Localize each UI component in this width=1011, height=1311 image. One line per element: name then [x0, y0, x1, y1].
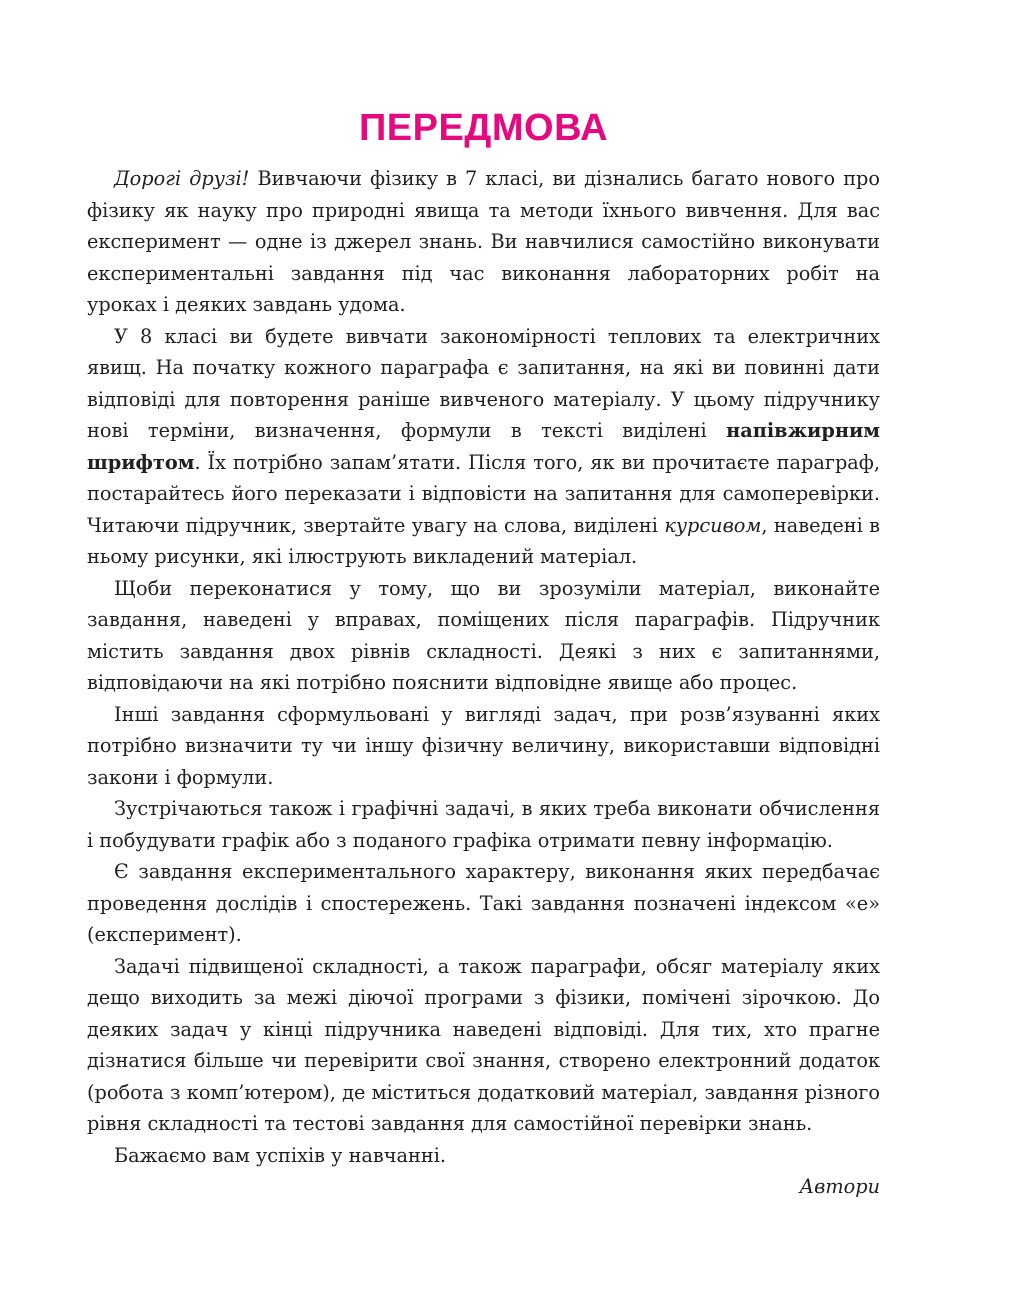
paragraph-wishes: Бажаємо вам успіхів у навчанні. — [114, 1143, 447, 1167]
paragraph-text: . Їх потрібно запам’ятати. Після того, як ви прочитаєте параграф, постарайтесь його переказати і відповісти на запитання для самоперевірки. Читаючи підручник, звертайте увагу на слова, виділені — [87, 450, 880, 537]
paragraph-problems: Інші завдання сформульовані у вигляді задач, при розв’язуванні яких потрібно визначити ту чи іншу фізичну величину, використавши відповідні закони і формули. — [87, 702, 880, 789]
paragraph-exercises: Щоби переконатися у тому, що ви зрозуміли матеріал, виконайте завдання, наведені у вправах, поміщених після параграфів. Підручник містить завдання двох рівнів складності. Деякі з них є запитаннями, відповідаючи на які потрібно пояснити відповідне явище або процес. — [87, 576, 880, 694]
page-title: ПЕРЕДМОВА — [358, 107, 609, 149]
signature: Автори — [799, 1175, 880, 1198]
preface-page — [87, 100, 880, 1203]
paragraph-graph-tasks: Зустрічаються також і графічні задачі, в яких треба виконати обчислення і побудувати графік або з поданого графіка отримати певну інформацію. — [87, 797, 880, 852]
paragraph-experiment-tasks: Є завдання експериментального характеру, виконання яких передбачає проведення дослідів і спостережень. Такі завдання позначені індексом «е» (експеримент). — [87, 860, 880, 946]
paragraph-text: Вивчаючи фізику в 7 класі, ви дізнались багато нового про фізику як науку про природні явища та методи їхнього вивчення. Для вас експеримент — одне із джерел знань. Ви навчилися самостійно виконувати експериментальні завдання під час виконання лабораторних робіт на уроках і деяких завдань удома. — [87, 167, 880, 316]
paragraph-text: У 8 класі ви будете вивчати закономірності теплових та електричних явищ. На початку кожного параграфа є запитання, на які ви повинні дати відповіді для повторення раніше вивченого матеріалу. У цьому підручнику нові терміни, визначення, формули в тексті виділені — [87, 324, 880, 442]
bold-term: напівжирним шрифтом — [87, 419, 880, 474]
paragraph-advanced-tasks: Задачі підвищеної складності, а також параграфи, обсяг матеріалу яких дещо виходить за межі діючої програми з фізики, помічені зірочкою. До деяких задач у кінці підручника наведені відповіді. Для тих, хто прагне дізнатися більше чи перевірити свої знання, створено електронний додаток (робота з комп’ютером), де міститься додатковий матеріал, завдання різного рівня складності та тестові завдання для самостійної перевірки знань. — [87, 954, 880, 1135]
paragraph-greeting — [87, 163, 880, 321]
paragraph-text: , наведені в ньому рисунки, які ілюструють викладений матеріал. — [87, 513, 881, 568]
paragraph-grade8 — [87, 321, 880, 573]
italic-term: курсивом — [664, 513, 762, 537]
greeting-italic: Дорогі друзі! — [114, 167, 250, 190]
